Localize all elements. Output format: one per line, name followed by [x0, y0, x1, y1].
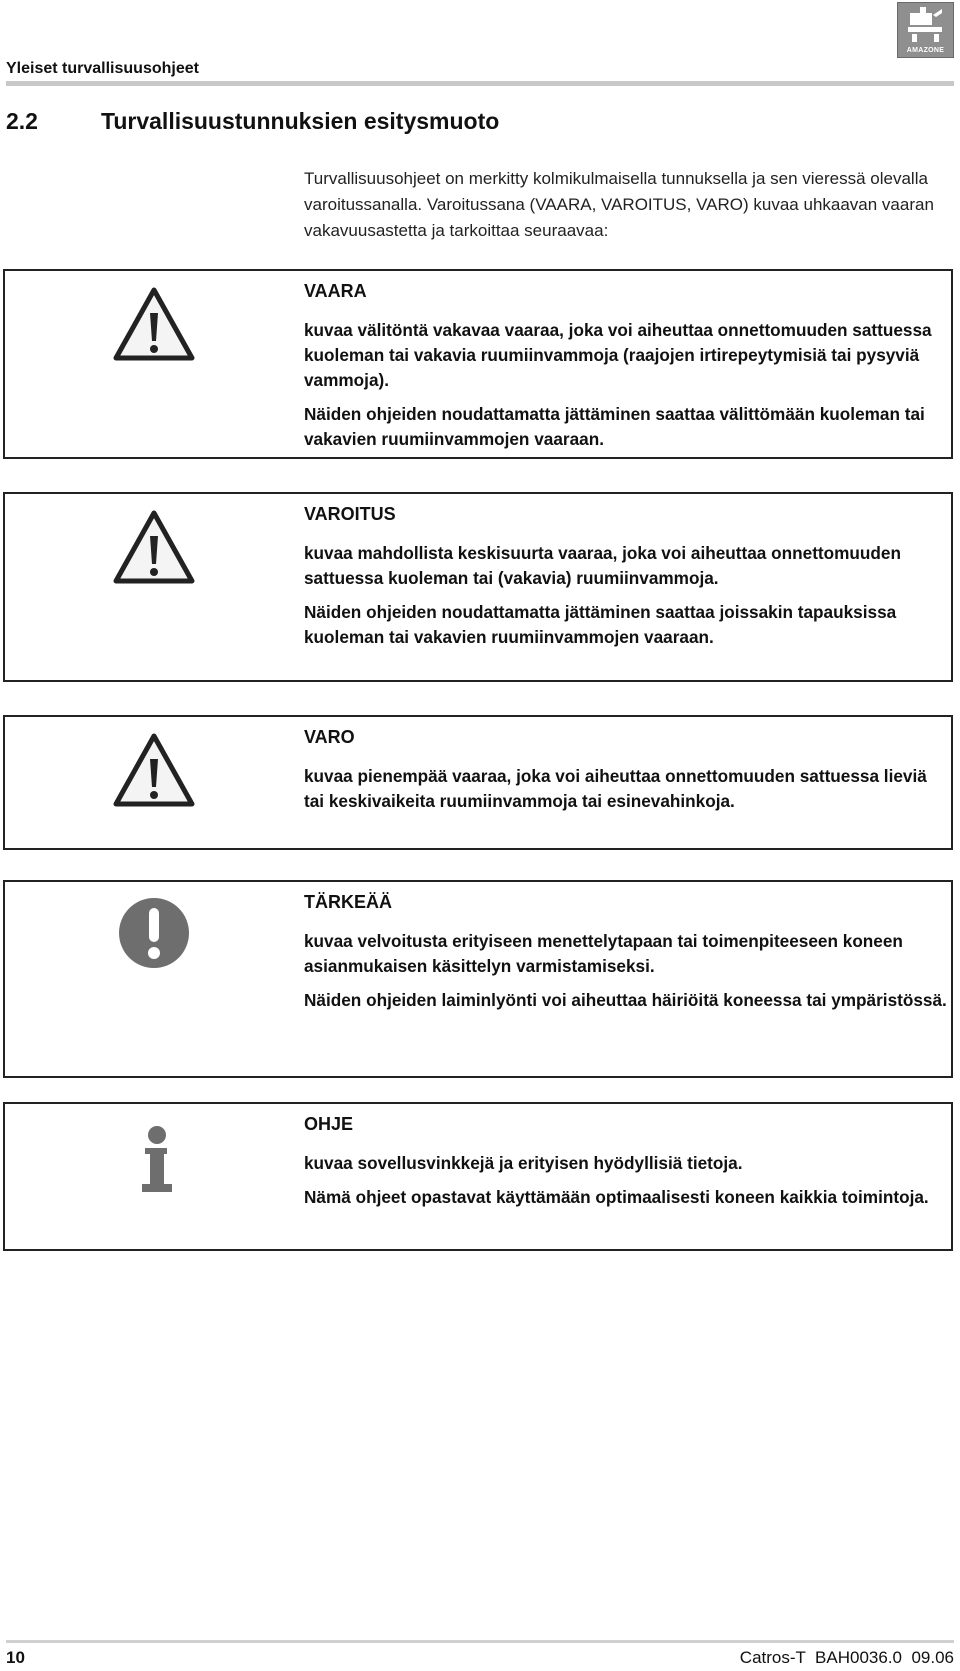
- exclamation-circle-icon: [117, 896, 191, 975]
- footer-divider: [6, 1640, 954, 1643]
- section-number: 2.2: [6, 108, 38, 134]
- panel-title: OHJE: [304, 1114, 354, 1134]
- safety-panel-important: [3, 880, 953, 1078]
- panel-note: Nämä ohjeet opastavat käyttämään optimaalisesti koneen kaikkia toimintoja.: [304, 1187, 929, 1207]
- document-reference: Catros-T BAH0036.0 09.06: [739, 1648, 954, 1667]
- panel-content: [304, 725, 951, 823]
- info-icon: [137, 1126, 177, 1199]
- panel-content: [304, 279, 951, 452]
- panel-title: VAROITUS: [304, 504, 396, 524]
- panel-title: VARO: [304, 727, 355, 747]
- panel-title: VAARA: [304, 281, 367, 301]
- warning-triangle-icon: [111, 508, 197, 591]
- safety-panel-caution: [3, 715, 953, 850]
- warning-triangle-icon: [111, 731, 197, 814]
- warning-triangle-icon: [111, 285, 197, 368]
- panel-description: kuvaa pienempää vaaraa, joka voi aiheuttaa onnettomuuden sattuessa lieviä tai keskivaikeita ruumiinvammoja tai esinevahinkoja.: [304, 766, 927, 811]
- safety-panel-warning: [3, 492, 953, 682]
- panel-title: TÄRKEÄÄ: [304, 892, 392, 912]
- running-header: Yleiset turvallisuusohjeet: [6, 60, 199, 77]
- panel-description: kuvaa velvoitusta erityiseen menettelytapaan tai toimenpiteeseen koneen asianmukaisen käsittelyn varmistamiseksi.: [304, 931, 903, 976]
- amazone-logo: [897, 2, 954, 58]
- section-heading: [6, 108, 499, 135]
- panel-description: kuvaa sovellusvinkkejä ja erityisen hyödyllisiä tietoja.: [304, 1153, 743, 1173]
- safety-panel-tip: [3, 1102, 953, 1251]
- panel-description: kuvaa mahdollista keskisuurta vaaraa, joka voi aiheuttaa onnettomuuden sattuessa kuoleman tai (vakavia) ruumiinvammoja.: [304, 543, 901, 588]
- panel-content: [304, 1112, 951, 1210]
- panel-description: kuvaa välitöntä vakavaa vaaraa, joka voi aiheuttaa onnettomuuden sattuessa kuoleman tai vakavia ruumiinvammoja (raajojen irtirepeytymisiä tai pysyviä vammoja).: [304, 320, 932, 390]
- page-number: 10: [6, 1648, 25, 1667]
- panel-content: [304, 890, 951, 1013]
- panel-note: Näiden ohjeiden noudattamatta jättäminen saattaa joissakin tapauksissa kuoleman tai vakavien ruumiinvammojen vaaraan.: [304, 602, 897, 647]
- safety-panel-danger: [3, 269, 953, 459]
- section-title: Turvallisuustunnuksien esitysmuoto: [101, 108, 500, 134]
- logo-wordmark: AMAZONE: [906, 47, 945, 54]
- panel-note: Näiden ohjeiden noudattamatta jättäminen saattaa välittömään kuoleman tai vakavien ruumiinvammojen vaaraan.: [304, 404, 925, 449]
- panel-note: Näiden ohjeiden laiminlyönti voi aiheuttaa häiriöitä koneessa tai ympäristössä.: [304, 990, 947, 1010]
- intro-paragraph: Turvallisuusohjeet on merkitty kolmikulmaisella tunnuksella ja sen vieressä olevalla varoitussanalla. Varoitussana (VAARA, VAROITUS, VARO) kuvaa uhkaavan vaaran vakavuusastetta ja tarkoittaa seuraavaa:: [304, 169, 934, 240]
- header-divider: [6, 81, 954, 86]
- tractor-icon: [906, 7, 946, 45]
- panel-content: [304, 502, 951, 650]
